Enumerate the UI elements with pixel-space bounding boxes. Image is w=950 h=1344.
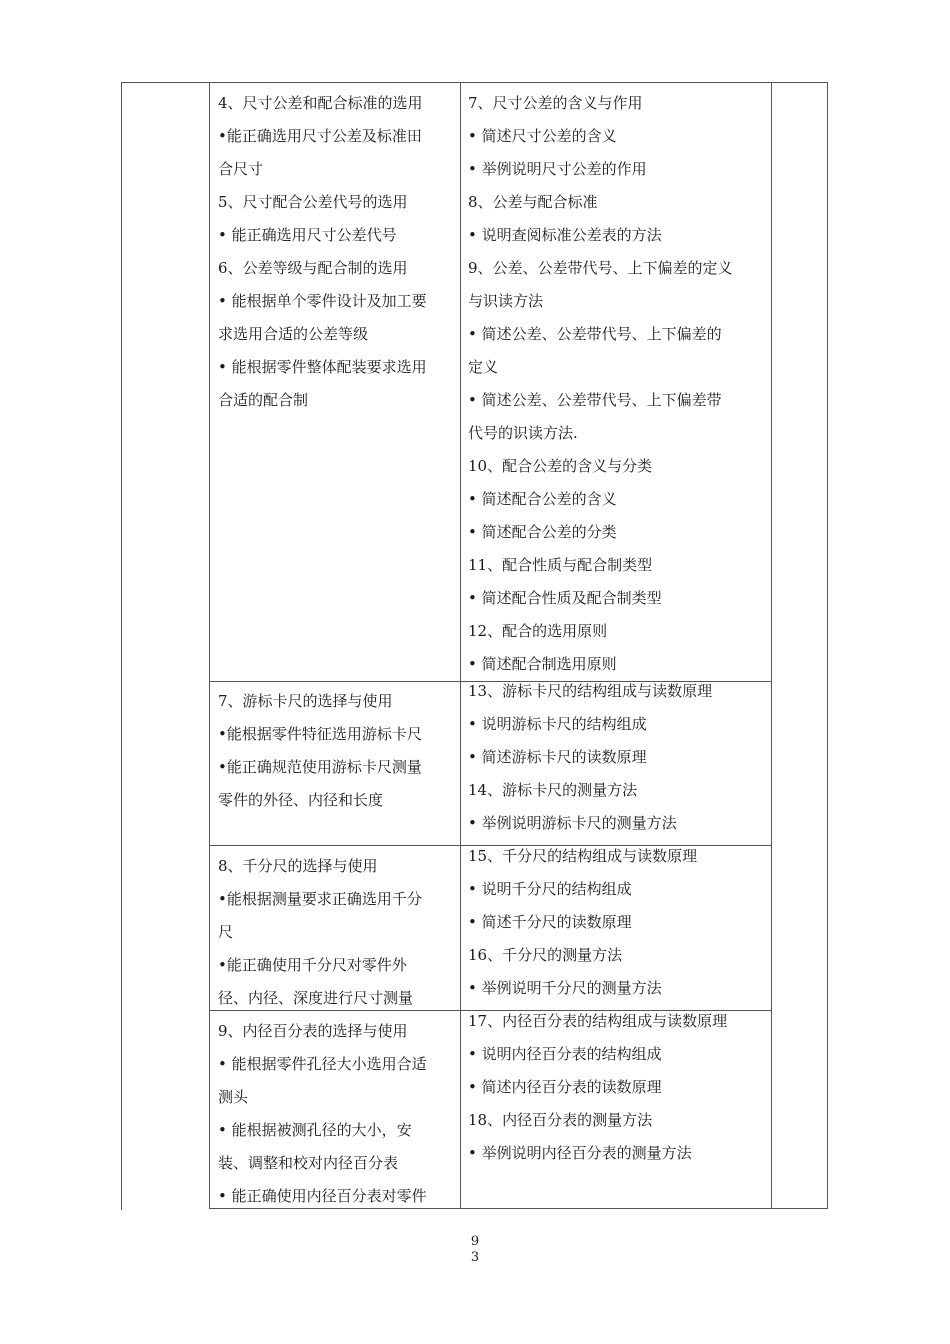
cell-line: 17、内径百分表的结构组成与读数原理 bbox=[468, 1012, 728, 1030]
skills-cell-1 bbox=[218, 87, 427, 417]
cell-line: 求选用合适的公差等级 bbox=[218, 325, 369, 343]
cell-line: • 简述公差、公差带代号、上下偏差的 bbox=[468, 325, 722, 343]
cell-line: 4、尺寸公差和配合标准的选用 bbox=[218, 94, 423, 112]
cell-line: • 简述配合性质及配合制类型 bbox=[468, 589, 662, 607]
cell-line: 11、配合性质与配合制类型 bbox=[468, 556, 653, 574]
cell-line: • 简述配合公差的含义 bbox=[468, 490, 617, 508]
cell-line: • 简述配合公差的分类 bbox=[468, 523, 617, 541]
cell-line: 15、千分尺的结构组成与读数原理 bbox=[468, 847, 698, 865]
cell-line: • 能根据零件孔径大小选用合适 bbox=[218, 1055, 427, 1073]
cell-line: •能根据测量要求正确选用千分 bbox=[218, 890, 422, 908]
knowledge-cell-4 bbox=[468, 1005, 727, 1170]
cell-line: 8、千分尺的选择与使用 bbox=[218, 857, 378, 875]
page-number-top: 9 bbox=[470, 1234, 480, 1249]
cell-line: 装、调整和校对内径百分表 bbox=[218, 1154, 399, 1172]
cell-line: •能正确规范使用游标卡尺测量 bbox=[218, 758, 422, 776]
cell-line: • 说明内径百分表的结构组成 bbox=[468, 1045, 662, 1063]
cell-line: 定义 bbox=[468, 358, 499, 376]
cell-line: 8、公差与配合标准 bbox=[468, 193, 598, 211]
cell-line: •能正确选用尺寸公差及标准田 bbox=[218, 127, 422, 145]
cell-line: • 简述配合制选用原则 bbox=[468, 655, 617, 673]
table-top-border bbox=[121, 82, 828, 83]
cell-line: • 能正确使用内径百分表对零件 bbox=[218, 1187, 427, 1205]
cell-line: • 举例说明千分尺的测量方法 bbox=[468, 979, 662, 997]
cell-line: •能根据零件特征选用游标卡尺 bbox=[218, 725, 422, 743]
cell-line: • 简述公差、公差带代号、上下偏差带 bbox=[468, 391, 722, 409]
skills-cell-2 bbox=[218, 685, 422, 817]
table-right-border bbox=[827, 82, 828, 1209]
knowledge-cell-1 bbox=[468, 87, 733, 681]
cell-line: 合尺寸 bbox=[218, 160, 264, 178]
cell-line: 径、内径、深度进行尺寸测量 bbox=[218, 989, 414, 1007]
cell-line: 6、公差等级与配合制的选用 bbox=[218, 259, 408, 277]
cell-line: • 能根据零件整体配装要求选用 bbox=[218, 358, 427, 376]
column-divider bbox=[460, 82, 461, 1209]
cell-line: 代号的识读方法. bbox=[468, 424, 578, 442]
cell-line: 零件的外径、内径和长度 bbox=[218, 791, 384, 809]
cell-line: 12、配合的选用原则 bbox=[468, 622, 608, 640]
cell-line: 9、公差、公差带代号、上下偏差的定义 bbox=[468, 259, 733, 277]
cell-line: • 简述游标卡尺的读数原理 bbox=[468, 748, 647, 766]
cell-line: 合适的配合制 bbox=[218, 391, 309, 409]
cell-line: • 说明查阅标准公差表的方法 bbox=[468, 226, 662, 244]
cell-line: • 简述千分尺的读数原理 bbox=[468, 913, 632, 931]
cell-line: 5、尺寸配合公差代号的选用 bbox=[218, 193, 408, 211]
cell-line: • 简述尺寸公差的含义 bbox=[468, 127, 617, 145]
cell-line: 16、千分尺的测量方法 bbox=[468, 946, 623, 964]
cell-line: 7、游标卡尺的选择与使用 bbox=[218, 692, 393, 710]
cell-line: 尺 bbox=[218, 923, 234, 941]
cell-line: • 能根据单个零件设计及加工要 bbox=[218, 292, 427, 310]
cell-line: 13、游标卡尺的结构组成与读数原理 bbox=[468, 682, 713, 700]
skills-cell-3 bbox=[218, 850, 422, 1015]
column-divider bbox=[209, 82, 210, 1209]
cell-line: • 能正确选用尺寸公差代号 bbox=[218, 226, 397, 244]
column-divider bbox=[771, 82, 772, 1209]
cell-line: • 简述内径百分表的读数原理 bbox=[468, 1078, 662, 1096]
cell-line: 18、内径百分表的测量方法 bbox=[468, 1111, 653, 1129]
page-number-bottom: 3 bbox=[470, 1250, 480, 1265]
cell-line: • 说明游标卡尺的结构组成 bbox=[468, 715, 647, 733]
cell-line: • 举例说明尺寸公差的作用 bbox=[468, 160, 647, 178]
cell-line: 7、尺寸公差的含义与作用 bbox=[468, 94, 643, 112]
cell-line: • 举例说明内径百分表的测量方法 bbox=[468, 1144, 692, 1162]
cell-line: 14、游标卡尺的测量方法 bbox=[468, 781, 638, 799]
cell-line: 9、内径百分表的选择与使用 bbox=[218, 1022, 408, 1040]
cell-line: 与识读方法 bbox=[468, 292, 544, 310]
cell-line: •能正确使用千分尺对零件外 bbox=[218, 956, 407, 974]
knowledge-cell-2 bbox=[468, 675, 712, 840]
cell-line: • 能根据被测孔径的大小，安 bbox=[218, 1121, 412, 1139]
table-left-border bbox=[121, 82, 122, 1210]
skills-cell-4 bbox=[218, 1015, 427, 1213]
cell-line: • 说明千分尺的结构组成 bbox=[468, 880, 632, 898]
knowledge-cell-3 bbox=[468, 840, 697, 1005]
cell-line: 测头 bbox=[218, 1088, 249, 1106]
cell-line: 10、配合公差的含义与分类 bbox=[468, 457, 653, 475]
cell-line: • 举例说明游标卡尺的测量方法 bbox=[468, 814, 677, 832]
